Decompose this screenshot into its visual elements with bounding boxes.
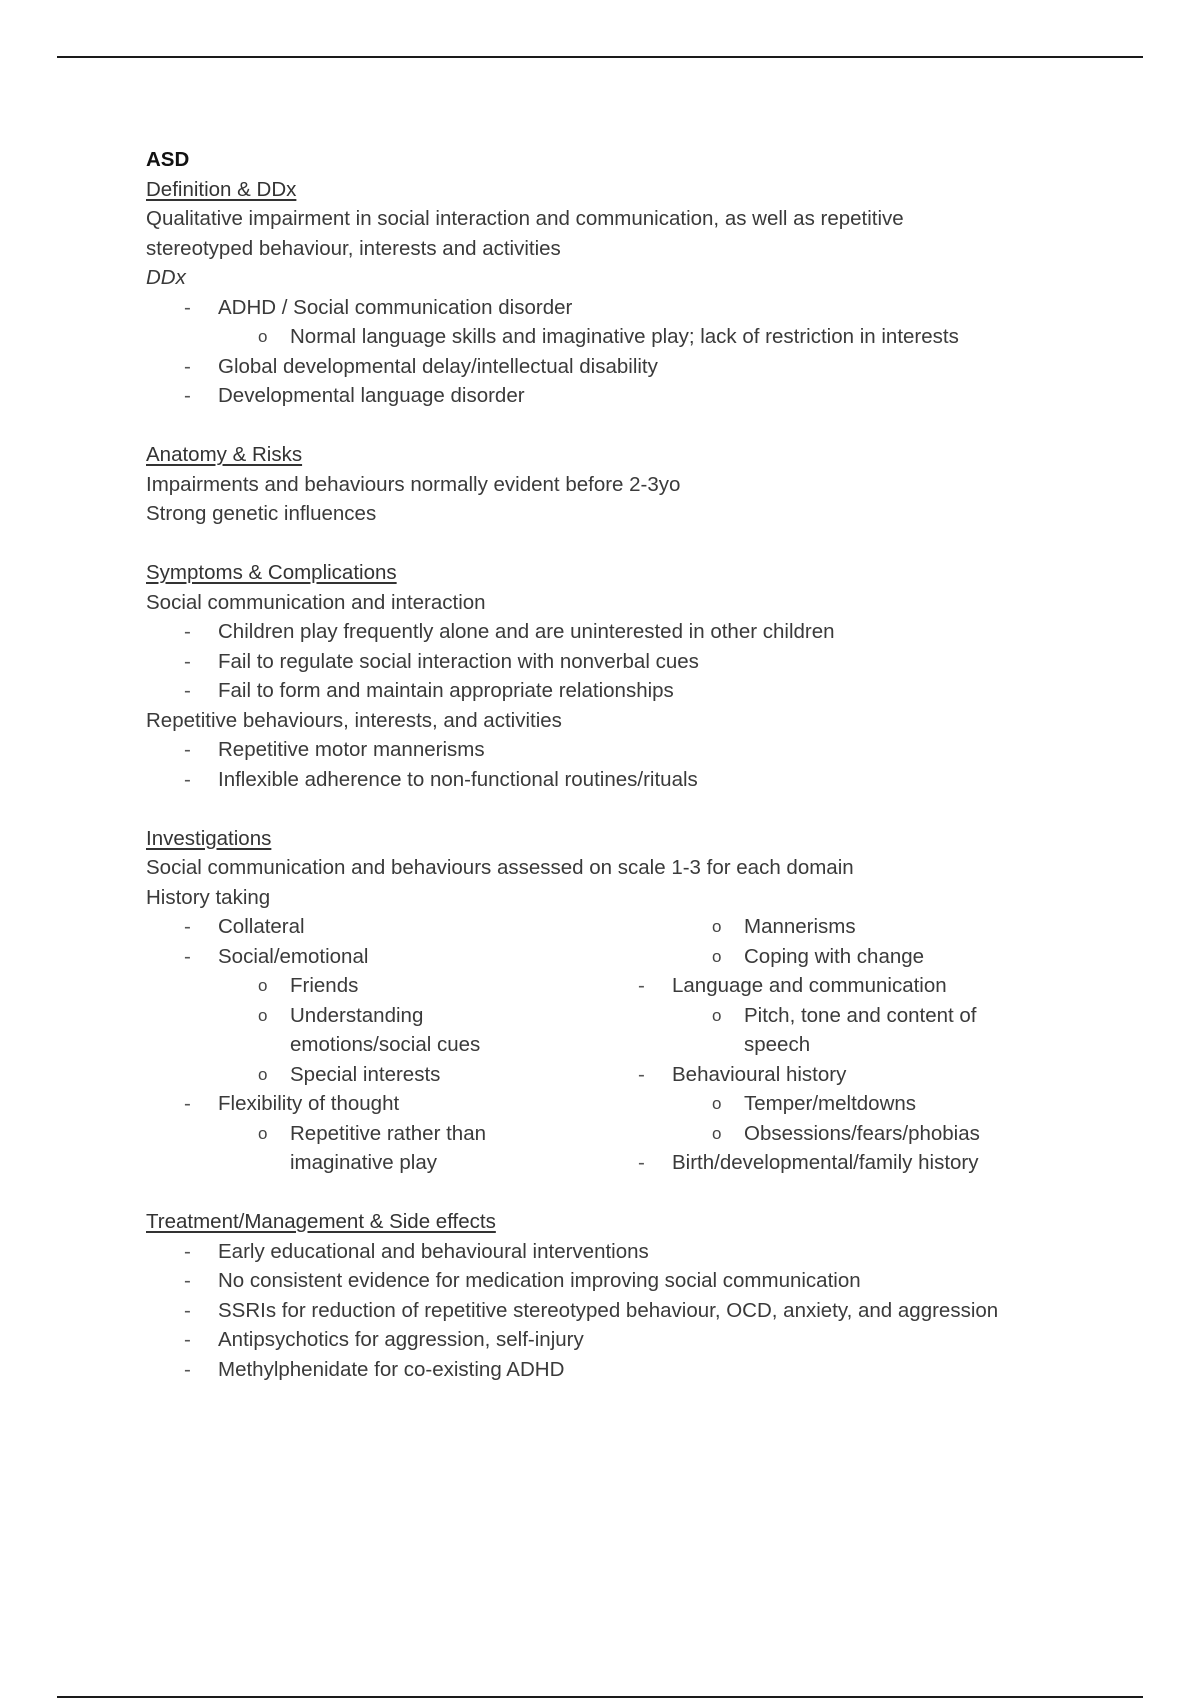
list-item: - Fail to regulate social interaction with nonverbal cues xyxy=(184,649,699,673)
symptom-list xyxy=(146,735,1066,794)
list-item: - ADHD / Social communication disorder o Normal language skills and imaginative play; lack of restriction in interests xyxy=(146,293,1066,352)
list-item: - Early educational and behavioural interventions xyxy=(184,1239,649,1263)
section-heading-treatment: Treatment/Management & Side effects xyxy=(146,1210,496,1233)
section-heading-investigations: Investigations xyxy=(146,826,272,850)
list-item: - Language and communication o Pitch, tone and content of speech xyxy=(636,971,1066,1060)
list-item: - Developmental language disorder xyxy=(184,384,525,407)
list-item: - Birth/developmental/family history xyxy=(638,1151,979,1174)
history-column-right xyxy=(636,912,1066,1178)
list-item: o Understanding emotions/social cues xyxy=(258,1003,481,1056)
list-item: - Inflexible adherence to non-functional routines/rituals xyxy=(184,767,698,791)
section-heading-anatomy: Anatomy & Risks xyxy=(146,443,303,466)
list-item: - SSRIs for reduction of repetitive stereotyped behaviour, OCD, anxiety, and aggression xyxy=(184,1298,999,1322)
page-title: ASD xyxy=(146,148,190,171)
list-item: o Pitch, tone and content of speech xyxy=(712,1003,977,1056)
section-heading-symptoms: Symptoms & Complications xyxy=(146,561,397,584)
anatomy-line: Impairments and behaviours normally evident before 2-3yo xyxy=(146,472,681,496)
document-page xyxy=(146,145,1066,1384)
list-item: - Methylphenidate for co-existing ADHD xyxy=(184,1357,565,1381)
list-item: - Social/emotional o Friends o Understanding emotions/social cues o Special interests xyxy=(146,942,636,1090)
list-item: o Friends xyxy=(258,974,359,997)
footer-rule xyxy=(57,1696,1143,1698)
definition-text: Qualitative impairment in social interaction and communication, as well as repetitive stereotyped behaviour, interests and activities xyxy=(146,207,904,260)
list-item: o Coping with change xyxy=(712,944,925,968)
symptom-group-label: Social communication and interaction xyxy=(146,590,486,614)
section-heading-definition: Definition & DDx xyxy=(146,177,297,201)
list-item: o Mannerisms xyxy=(712,915,856,938)
list-item: - Children play frequently alone and are uninterested in other children xyxy=(184,620,835,643)
history-column-left xyxy=(146,912,636,1178)
list-item: o Normal language skills and imaginative play; lack of restriction in interests xyxy=(258,325,959,348)
list-item: - Repetitive motor mannerisms xyxy=(184,738,485,761)
header-rule xyxy=(57,56,1143,58)
treatment-list xyxy=(146,1237,1066,1385)
list-item: - Flexibility of thought o Repetitive rather than imaginative play xyxy=(146,1089,636,1178)
investigation-line: Social communication and behaviours assessed on scale 1-3 for each domain xyxy=(146,856,854,879)
ddx-list xyxy=(146,293,1066,411)
ddx-label: DDx xyxy=(146,266,186,289)
list-item: o Repetitive rather than imaginative play xyxy=(258,1121,487,1174)
history-columns xyxy=(146,912,1066,1178)
symptom-list xyxy=(146,617,1066,706)
list-item: - Antipsychotics for aggression, self-injury xyxy=(184,1328,584,1351)
list-item: o Temper/meltdowns xyxy=(712,1092,917,1115)
symptom-group-label: Repetitive behaviours, interests, and activities xyxy=(146,708,562,732)
list-item: - Collateral xyxy=(184,915,305,938)
anatomy-line: Strong genetic influences xyxy=(146,502,377,525)
list-item: - Behavioural history o Temper/meltdowns o Obsessions/fears/phobias xyxy=(636,1060,1066,1149)
list-item: o Obsessions/fears/phobias xyxy=(712,1121,980,1145)
list-item: o Special interests xyxy=(258,1062,441,1086)
list-item: - No consistent evidence for medication improving social communication xyxy=(184,1269,861,1292)
list-item: - Fail to form and maintain appropriate relationships xyxy=(184,679,674,702)
list-item: - Global developmental delay/intellectual disability xyxy=(184,354,658,378)
investigation-line: History taking xyxy=(146,885,271,909)
